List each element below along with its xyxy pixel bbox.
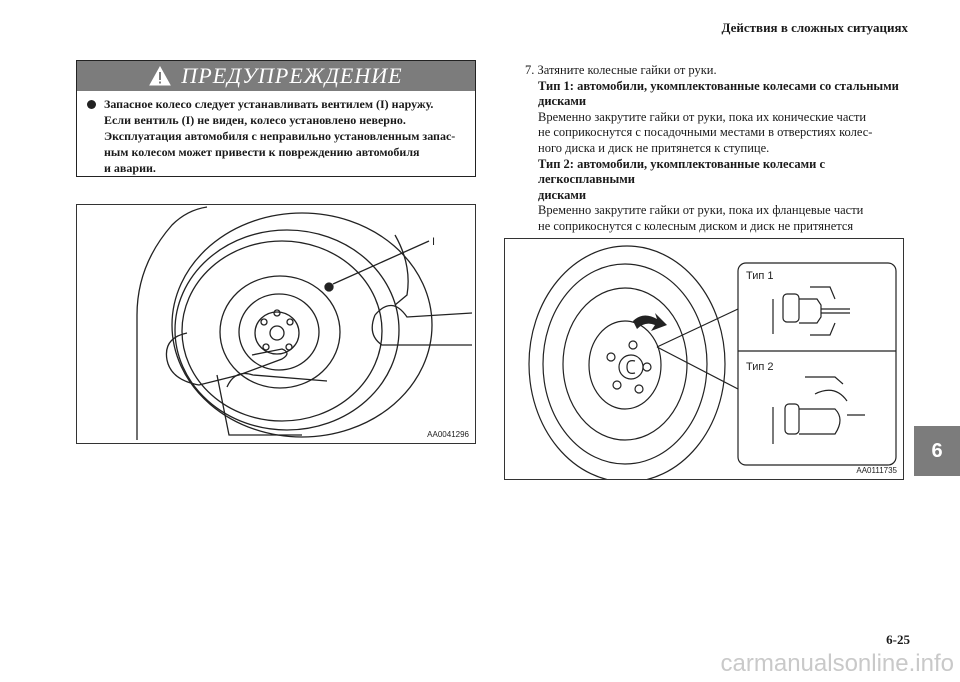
warning-box xyxy=(76,60,476,177)
warning-body xyxy=(77,91,475,176)
type2-title-cont: дисками xyxy=(538,187,587,202)
warning-line: Запасное колесо следует устанавливать вентилем (I) наружу. xyxy=(104,97,434,111)
type1-title: Тип 1: автомобили, укомплектованные колесами со стальными xyxy=(538,78,899,93)
figure-mounting-spare-wheel xyxy=(76,204,476,444)
warning-line: ным колесом может привести к повреждению автомобиля xyxy=(104,145,420,159)
type2-title: Тип 2: автомобили, укомплектованные колесами с легкосплавными xyxy=(538,156,825,187)
step-instructions xyxy=(525,63,915,250)
page-number: 6-25 xyxy=(886,632,910,647)
type1-text-line: не соприкоснутся с посадочными местами в отверстиях колес- xyxy=(538,125,873,140)
type1-text-line: ного диска и диск не притянется к ступице. xyxy=(538,140,770,155)
wheel-nut-illustration xyxy=(505,239,903,479)
figure-code: AA0111735 xyxy=(856,466,897,475)
wheel-mounting-illustration xyxy=(77,205,475,443)
bullet-icon xyxy=(87,100,96,109)
warning-triangle-icon xyxy=(149,66,171,86)
warning-line: и аварии. xyxy=(104,161,156,175)
type1-text-line: Временно закрутите гайки от руки, пока их конические части xyxy=(538,109,867,124)
site-watermark: carmanualsonline.info xyxy=(720,650,954,677)
figure-code: AA0041296 xyxy=(427,430,469,439)
warning-line: Эксплуатация автомобиля с неправильно установленным запас- xyxy=(104,129,456,143)
type1-panel-label: Тип 1 xyxy=(746,270,774,282)
warning-heading: ПРЕДУПРЕЖДЕНИЕ xyxy=(181,63,403,88)
page-header-title: Действия в сложных ситуациях xyxy=(721,20,908,35)
warning-line: Если вентиль (I) не виден, колесо установлено неверно. xyxy=(104,113,406,127)
type2-panel-label: Тип 2 xyxy=(746,361,774,373)
type2-text-line: Временно закрутите гайки от руки, пока их фланцевые части xyxy=(538,203,864,218)
type2-text-line: не соприкоснутся с колесным диском и диск не притянется xyxy=(538,218,854,233)
step-title: 7. Затяните колесные гайки от руки. xyxy=(525,63,717,77)
type1-title-cont: дисками xyxy=(538,94,587,109)
warning-text xyxy=(104,96,455,176)
valve-callout-label: I xyxy=(432,236,436,248)
warning-header xyxy=(77,61,475,91)
chapter-tab: 6 xyxy=(914,426,960,476)
figure-tightening-nuts xyxy=(504,238,904,480)
